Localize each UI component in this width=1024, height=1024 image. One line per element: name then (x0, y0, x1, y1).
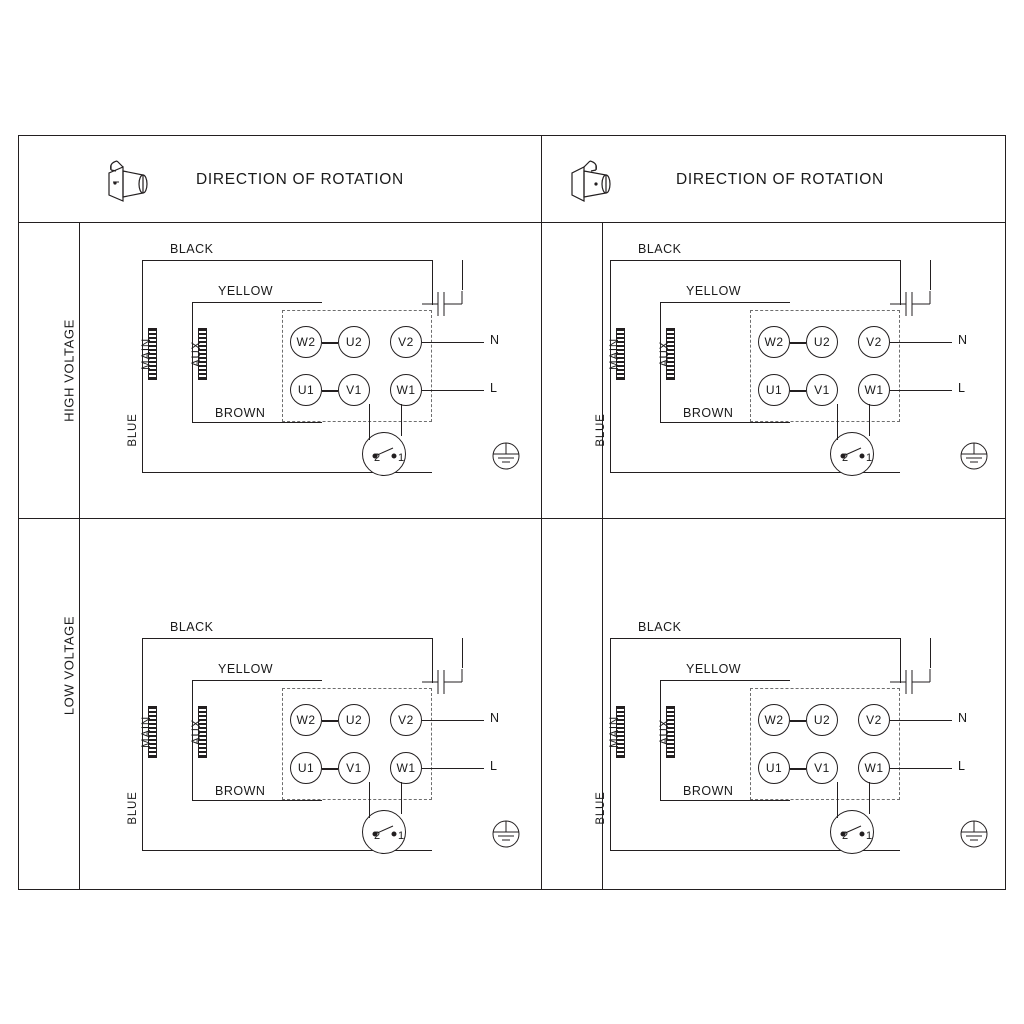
terminal-w1[interactable]: W1 (390, 374, 422, 406)
switch-contact-1: 1 (866, 452, 873, 464)
terminal-w1[interactable]: W1 (858, 374, 890, 406)
label-black: BLACK (170, 620, 214, 634)
label-neutral: N (490, 711, 500, 725)
lead-neutral (422, 342, 484, 343)
wire-black-top (610, 638, 900, 639)
label-main: MAIN (609, 716, 621, 748)
label-aux: AUX (659, 718, 671, 746)
link-w2-u2 (790, 342, 806, 344)
wire-switch-left-up (837, 782, 838, 818)
label-aux: AUX (191, 718, 203, 746)
label-yellow: YELLOW (686, 662, 742, 676)
terminal-w2[interactable]: W2 (290, 704, 322, 736)
label-line: L (490, 381, 498, 395)
wiring-diagram-low-voltage-cw (578, 610, 998, 880)
frame-middle-divider (18, 518, 1006, 519)
header-title-right: DIRECTION OF ROTATION (676, 171, 884, 188)
terminal-v2[interactable]: V2 (390, 704, 422, 736)
frame-vertical-divider (541, 135, 542, 890)
label-brown: BROWN (683, 784, 734, 798)
label-blue: BLUE (595, 413, 607, 447)
wire-brown-bottom (660, 422, 790, 423)
link-u1-v1 (790, 768, 806, 770)
label-brown: BROWN (215, 784, 266, 798)
terminal-u1[interactable]: U1 (290, 752, 322, 784)
wire-switch-right-up (401, 782, 402, 814)
lead-neutral (890, 720, 952, 721)
terminal-v2[interactable]: V2 (390, 326, 422, 358)
wire-switch-left-up (837, 404, 838, 440)
switch-contact-2: 2 (374, 452, 381, 464)
switch-contact-1: 1 (398, 452, 405, 464)
terminal-w2[interactable]: W2 (758, 704, 790, 736)
switch-contact-2: 2 (842, 830, 849, 842)
switch-contact-1: 1 (866, 830, 873, 842)
wire-brown-bottom (192, 422, 322, 423)
wire-black-top (142, 638, 432, 639)
wire-cap-to-black (462, 638, 463, 668)
terminal-v1[interactable]: V1 (338, 752, 370, 784)
wire-yellow-top (660, 302, 790, 303)
wire-brown-bottom (660, 800, 790, 801)
terminal-u2[interactable]: U2 (806, 704, 838, 736)
terminal-w2[interactable]: W2 (290, 326, 322, 358)
capacitor-icon (890, 665, 940, 699)
row-label-low-voltage: LOW VOLTAGE (61, 615, 77, 716)
wiring-diagram-high-voltage-ccw (110, 232, 530, 502)
link-w2-u2 (322, 342, 338, 344)
earth-ground-icon (486, 814, 526, 854)
label-black: BLACK (170, 242, 214, 256)
frame-label-column-divider-left (79, 222, 80, 890)
frame-header-divider (18, 222, 1006, 223)
label-blue: BLUE (127, 413, 139, 447)
terminal-u2[interactable]: U2 (338, 326, 370, 358)
terminal-v2[interactable]: V2 (858, 704, 890, 736)
earth-ground-icon (486, 436, 526, 476)
wire-cap-to-black (930, 638, 931, 668)
label-line: L (958, 381, 966, 395)
terminal-u1[interactable]: U1 (758, 374, 790, 406)
wire-switch-left-up (369, 782, 370, 818)
label-aux: AUX (659, 340, 671, 368)
earth-ground-icon (954, 436, 994, 476)
label-black: BLACK (638, 242, 682, 256)
wire-cap-to-black (930, 260, 931, 290)
switch-contact-1: 1 (398, 830, 405, 842)
wire-black-top (610, 260, 900, 261)
lead-line (890, 390, 952, 391)
terminal-v1[interactable]: V1 (806, 752, 838, 784)
wire-switch-right-up (401, 404, 402, 436)
link-u1-v1 (322, 390, 338, 392)
terminal-v1[interactable]: V1 (338, 374, 370, 406)
terminal-w1[interactable]: W1 (390, 752, 422, 784)
label-blue: BLUE (127, 791, 139, 825)
wire-yellow-top (192, 680, 322, 681)
row-label-high-voltage: HIGH VOLTAGE (61, 319, 77, 422)
terminal-w1[interactable]: W1 (858, 752, 890, 784)
motor-shaft-ccw-icon (95, 155, 165, 205)
label-yellow: YELLOW (218, 284, 274, 298)
label-aux: AUX (191, 340, 203, 368)
wire-switch-left-up (369, 404, 370, 440)
terminal-v1[interactable]: V1 (806, 374, 838, 406)
capacitor-icon (422, 665, 472, 699)
header-title-left: DIRECTION OF ROTATION (196, 171, 404, 188)
terminal-u1[interactable]: U1 (290, 374, 322, 406)
terminal-u2[interactable]: U2 (806, 326, 838, 358)
lead-line (422, 390, 484, 391)
wire-switch-right-up (869, 404, 870, 436)
switch-contact-2: 2 (842, 452, 849, 464)
lead-line (422, 768, 484, 769)
link-w2-u2 (322, 720, 338, 722)
wire-switch-right-up (869, 782, 870, 814)
label-main: MAIN (141, 716, 153, 748)
label-main: MAIN (141, 338, 153, 370)
wire-black-top (142, 260, 432, 261)
label-neutral: N (958, 333, 968, 347)
lead-neutral (890, 342, 952, 343)
capacitor-icon (890, 287, 940, 321)
terminal-u2[interactable]: U2 (338, 704, 370, 736)
label-main: MAIN (609, 338, 621, 370)
label-neutral: N (490, 333, 500, 347)
link-u1-v1 (790, 390, 806, 392)
label-line: L (490, 759, 498, 773)
label-brown: BROWN (683, 406, 734, 420)
link-w2-u2 (790, 720, 806, 722)
label-black: BLACK (638, 620, 682, 634)
lead-line (890, 768, 952, 769)
terminal-w2[interactable]: W2 (758, 326, 790, 358)
label-blue: BLUE (595, 791, 607, 825)
capacitor-icon (422, 287, 472, 321)
terminal-v2[interactable]: V2 (858, 326, 890, 358)
wire-cap-to-black (462, 260, 463, 290)
label-yellow: YELLOW (686, 284, 742, 298)
label-neutral: N (958, 711, 968, 725)
motor-shaft-cw-icon (560, 155, 630, 205)
wiring-diagram-high-voltage-cw (578, 232, 998, 502)
wire-brown-bottom (192, 800, 322, 801)
link-u1-v1 (322, 768, 338, 770)
earth-ground-icon (954, 814, 994, 854)
lead-neutral (422, 720, 484, 721)
wiring-diagram-low-voltage-ccw (110, 610, 530, 880)
terminal-u1[interactable]: U1 (758, 752, 790, 784)
label-brown: BROWN (215, 406, 266, 420)
wire-yellow-top (660, 680, 790, 681)
label-yellow: YELLOW (218, 662, 274, 676)
wire-yellow-top (192, 302, 322, 303)
switch-contact-2: 2 (374, 830, 381, 842)
label-line: L (958, 759, 966, 773)
